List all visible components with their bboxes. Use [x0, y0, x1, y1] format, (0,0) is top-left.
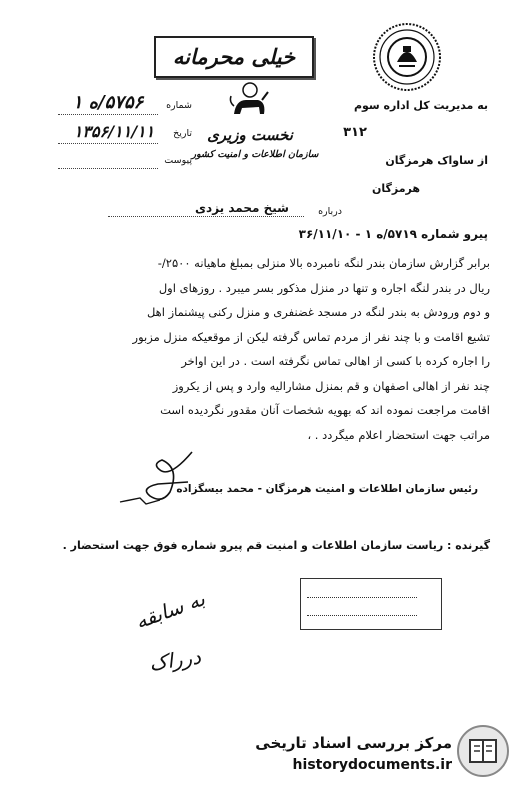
date-value: ۱۳۵۶/۱۱/۱۱	[73, 122, 155, 141]
watermark-title: مرکز بررسی اسناد تاریخی	[255, 734, 452, 752]
receipt-stamp-line	[307, 615, 417, 616]
classification-stamp	[154, 36, 314, 78]
enclosure-label: پیوست	[164, 155, 192, 166]
reference-line: پیرو شماره ۵۷۱۹/ه ۱ - ۳۶/۱۱/۱۰	[298, 227, 488, 241]
receipt-stamp-box	[300, 578, 442, 630]
recipient-number: ۳۱۲	[343, 125, 367, 140]
number-label: شماره	[166, 100, 192, 111]
handwritten-note: درراک	[147, 644, 203, 676]
lion-and-sun-emblem-icon	[226, 80, 272, 120]
recipient-line: به مدیریت کل اداره سوم	[353, 99, 488, 112]
body-line: را اجاره کرده با کسی از اهالی تماس نگرفته است . در این اواخر	[181, 354, 490, 368]
body-line: برابر گزارش سازمان بندر لنگه نامبرده بالا منزلی بمبلغ ماهیانه ۲۵۰۰/-	[157, 256, 490, 270]
subject-underline	[108, 216, 304, 217]
number-underline	[58, 114, 158, 115]
enclosure-underline	[58, 168, 158, 169]
from-line: از ساواک هرمزگان	[385, 154, 488, 167]
body-line: تشیع اقامت و با چند نفر از مردم تماس گرفته لیکن از موقعیکه منزل مزبور	[132, 330, 490, 344]
signature-line: رئیس سازمان اطلاعات و امنیت هرمزگان - محمد بیسگزاده	[176, 483, 478, 495]
ministry-title: نخست وزیری	[207, 126, 293, 144]
body-line: چند نفر از اهالی اصفهان و قم بمنزل مشارالیه وارد و پس از یکروز	[172, 379, 490, 393]
recipients-line: گیرنده : ریاست سازمان اطلاعات و امنیت قم پیرو شماره فوق جهت استحضار .	[62, 539, 490, 552]
subject-label: درباره	[318, 206, 342, 217]
body-line: ریال در بندر لنگه اجاره و تنها در منزل مذکور بسر میبرد . روزهای اول	[158, 281, 490, 295]
date-label: تاریخ	[173, 128, 192, 139]
date-underline	[58, 143, 158, 144]
subject-value: شیخ محمد یزدی	[195, 201, 289, 215]
body-line: و دوم ورودش به بندر لنگه در مسجد غضنفری و منزل رکنی پیشنماز اهل	[146, 305, 490, 319]
receipt-stamp-line	[307, 597, 417, 598]
round-seal-icon	[372, 22, 442, 92]
watermark-logo-icon	[456, 724, 510, 778]
body-line: مراتب جهت استحضار اعلام میگردد . ،	[307, 428, 490, 442]
number-value: ۵۷۵۶/ه ۱	[72, 92, 144, 113]
watermark-url: historydocuments.ir	[292, 757, 452, 773]
signature-scribble-icon	[100, 448, 210, 510]
handwritten-note: به سابقه	[132, 586, 208, 634]
organization-title: سازمان اطلاعات و امنیت کشور	[191, 149, 319, 160]
classification-text: خیلی محرمانه	[172, 44, 296, 69]
from-province: هرمزگان	[371, 182, 420, 195]
body-line: اقامت مراجعت نموده اند که بهویه شخصات آنان مقدور نگردیده است	[160, 403, 490, 417]
